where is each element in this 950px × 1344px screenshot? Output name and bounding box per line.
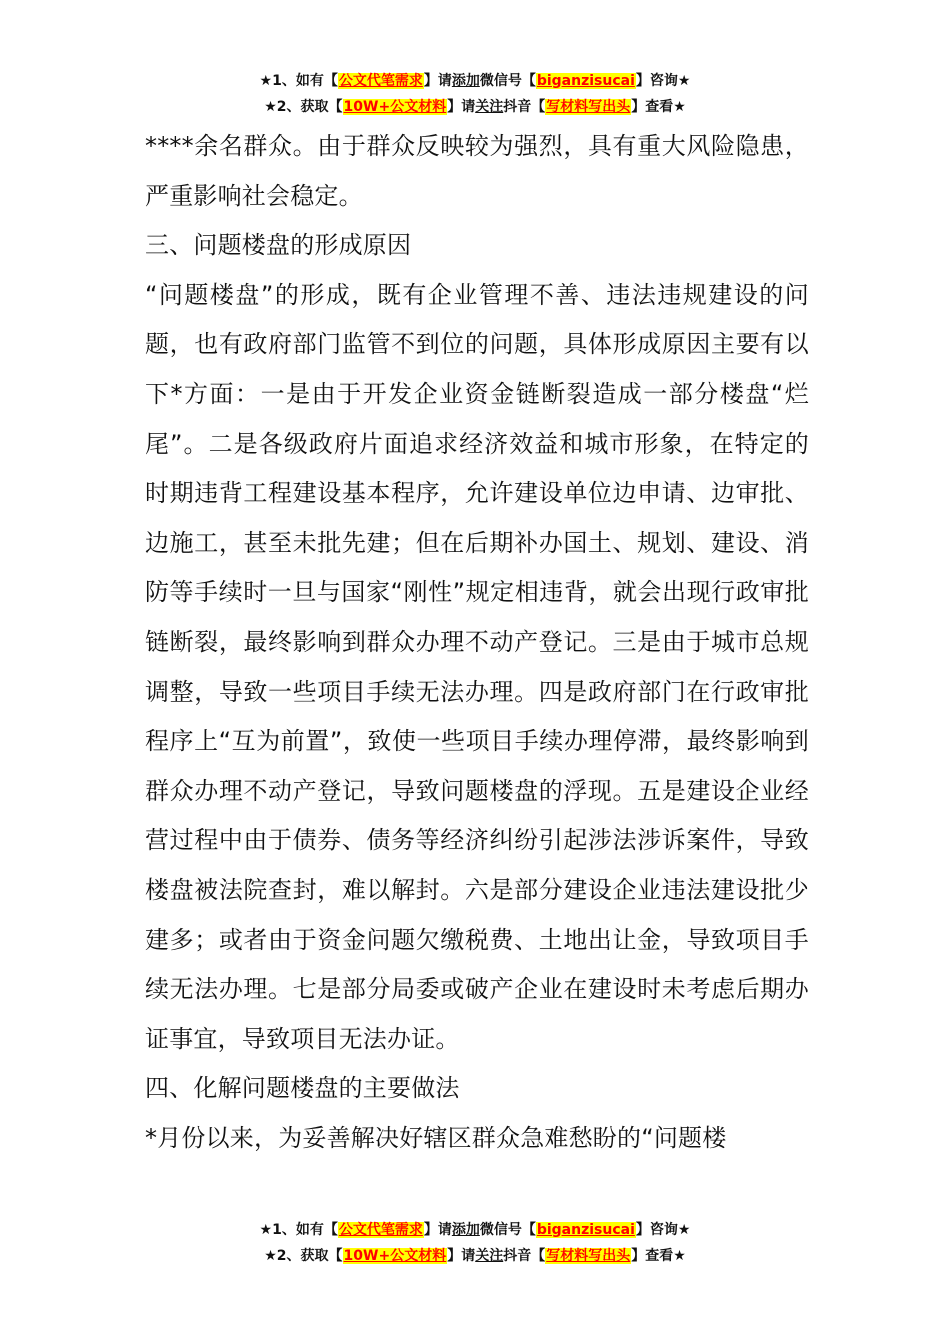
header-banner [0,68,950,120]
star-icon: ★ [264,1248,277,1264]
banner-text: 1、如有【 [272,73,338,89]
banner-text: 】请 [447,1248,476,1264]
banner-text: 】请 [423,73,452,89]
star-icon: ★ [264,99,277,115]
document-body [145,122,809,1163]
highlight-wechat-id[interactable]: biganzisucai [536,1222,635,1238]
banner-text: 1、如有【 [272,1222,338,1238]
banner-underlined: 关注 [475,99,504,115]
star-icon: ★ [673,99,686,115]
banner-text: 】咨询 [635,1222,678,1238]
banner-text: 微信号【 [479,1222,536,1238]
banner-line-2 [0,94,950,120]
banner-text: 抖音【 [503,99,546,115]
banner-text: 2、获取【 [276,1248,343,1264]
banner-text: 抖音【 [503,1248,546,1264]
banner-line-1 [0,68,950,94]
star-icon: ★ [677,73,691,89]
banner-underlined: 添加 [451,1222,480,1238]
highlight-service[interactable]: 公文代笔需求 [338,1222,423,1238]
banner-line-1 [0,1217,950,1243]
highlight-materials[interactable]: 10W+公文材料 [343,99,447,115]
highlight-douyin[interactable]: 写材料写出头 [546,1248,631,1264]
banner-text: 】查看 [631,99,674,115]
paragraph-causes: “问题楼盘”的形成，既有企业管理不善、违法违规建设的问题，也有政府部门监管不到位的问题，具体形成原因主要有以下*方面：一是由于开发企业资金链断裂造成一部分楼盘“烂尾”。二是各级政府片面追求经济效益和城市形象，在特定的时期违背工程建设基本程序，允许建设单位边申请、边审批、边施工，甚至未批先建；但在后期补办国土、规划、建设、消防等手续时一旦与国家“刚性”规定相违背，就会出现行政审批链断裂，最终影响到群众办理不动产登记。三是由于城市总规调整，导致一些项目手续无法办理。四是政府部门在行政审批程序上“互为前置”，致使一些项目手续办理停滞，最终影响到群众办理不动产登记，导致问题楼盘的浮现。五是建设企业经营过程中由于债券、债务等经济纠纷引起涉法涉诉案件，导致楼盘被法院查封，难以解封。六是部分建设企业违法建设批少建多；或者由于资金问题欠缴税费、土地出让金，导致项目手续无法办理。七是部分局委或破产企业在建设时未考虑后期办证事宜，导致项目无法办证。 [145,280,809,1053]
star-icon: ★ [259,1222,273,1238]
star-icon: ★ [673,1248,686,1264]
banner-text: 】请 [447,99,476,115]
paragraph-practices: *月份以来，为妥善解决好辖区群众急难愁盼的“问题楼 [145,1123,727,1152]
paragraph-continuation: ****余名群众。由于群众反映较为强烈，具有重大风险隐患，严重影响社会稳定。 [145,132,809,210]
footer-banner [0,1217,950,1269]
star-icon: ★ [677,1222,691,1238]
banner-underlined: 关注 [475,1248,504,1264]
highlight-wechat-id[interactable]: biganzisucai [536,73,635,89]
banner-text: 微信号【 [479,73,536,89]
banner-text: 2、获取【 [276,99,343,115]
banner-underlined: 添加 [451,73,480,89]
section-heading-3: 三、问题楼盘的形成原因 [145,231,412,260]
section-heading-4: 四、化解问题楼盘的主要做法 [145,1074,460,1103]
banner-line-2 [0,1243,950,1269]
banner-text: 】请 [423,1222,452,1238]
banner-text: 】咨询 [635,73,678,89]
star-icon: ★ [259,73,273,89]
highlight-douyin[interactable]: 写材料写出头 [546,99,631,115]
highlight-service[interactable]: 公文代笔需求 [338,73,423,89]
banner-text: 】查看 [631,1248,674,1264]
highlight-materials[interactable]: 10W+公文材料 [343,1248,447,1264]
